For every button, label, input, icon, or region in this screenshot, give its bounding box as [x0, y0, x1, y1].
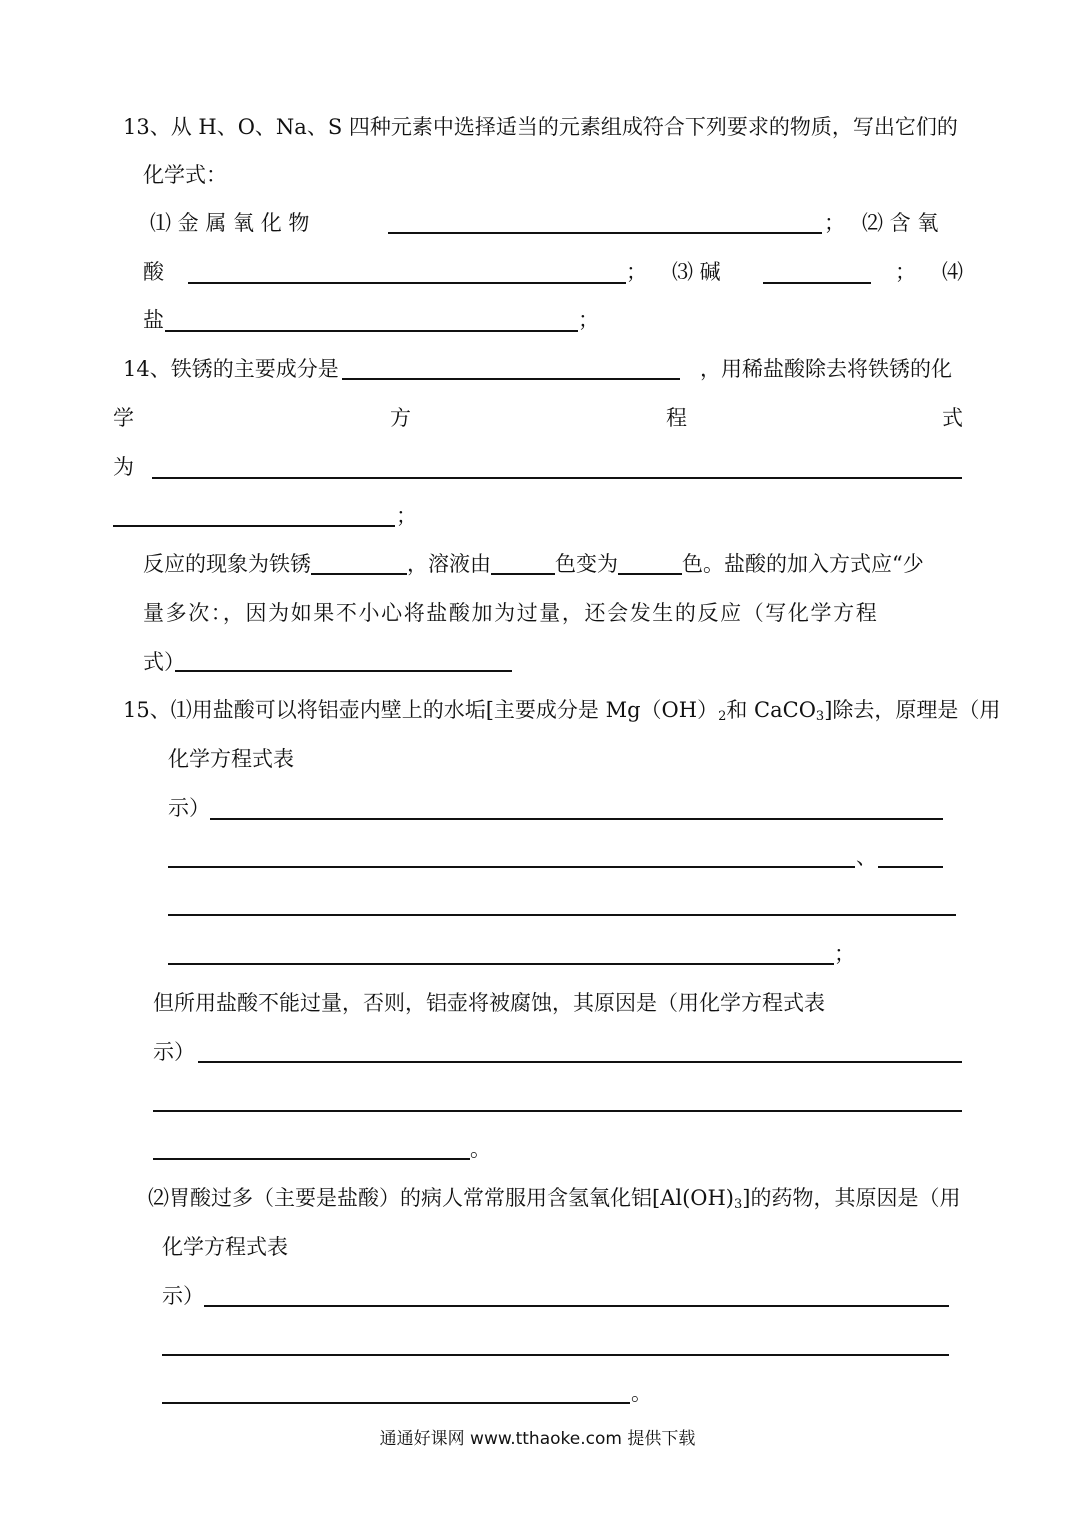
q13-semicolon: ；	[626, 260, 647, 284]
q14-p2d: 色。盐酸的加入方式应“少	[682, 552, 924, 576]
q14-line1-start: 14、铁锈的主要成分是	[123, 357, 339, 381]
answer-blank[interactable]	[388, 232, 822, 234]
answer-blank[interactable]	[168, 963, 834, 965]
q13-line2: 化学式：	[143, 163, 227, 187]
q14-spread-char: 式	[942, 406, 963, 430]
answer-blank[interactable]	[210, 818, 943, 820]
answer-blank[interactable]	[153, 1110, 962, 1112]
q15-shi3: 示）	[162, 1284, 204, 1308]
q15-p2: 但所用盐酸不能过量，否则，铝壶将被腐蚀，其原因是（用化学方程式表	[153, 991, 825, 1015]
q14-spread-char: 程	[666, 406, 687, 430]
q14-p2c: 色变为	[555, 552, 618, 576]
answer-blank[interactable]	[618, 551, 682, 575]
q13-semicolon: ；	[824, 211, 845, 235]
answer-blank[interactable]	[342, 378, 680, 380]
q15-dun: 、	[856, 845, 877, 869]
q14-p2b: ，溶液由	[407, 552, 491, 576]
q13-item4-label: ⑷	[942, 260, 963, 284]
answer-blank[interactable]	[113, 525, 395, 527]
q15-q2line2: 化学方程式表	[162, 1235, 288, 1259]
page-footer: 通通好课网 www.tthaoke.com 提供下载	[379, 1429, 696, 1449]
q15-line1a: 15、⑴用盐酸可以将铝壶内壁上的水垢[主要成分是 Mg（OH）	[123, 698, 719, 722]
answer-blank[interactable]	[491, 551, 555, 575]
q14-phenomenon-line	[143, 549, 924, 579]
answer-blank[interactable]	[763, 282, 871, 284]
q14-p4: 式）	[143, 650, 185, 674]
q13-item3-label: ⑶ 碱	[672, 260, 721, 284]
answer-blank[interactable]	[168, 866, 855, 868]
answer-blank[interactable]	[162, 1354, 949, 1356]
answer-blank[interactable]	[162, 1402, 630, 1404]
q15-semicolon: ；	[834, 942, 855, 966]
q13-semicolon: ；	[895, 260, 916, 284]
answer-blank[interactable]	[152, 477, 962, 479]
q15-shi2: 示）	[153, 1040, 195, 1064]
answer-blank[interactable]	[311, 551, 407, 575]
q15-period: 。	[470, 1137, 491, 1161]
q13-semicolon: ；	[578, 308, 599, 332]
q15-line1c: ]除去，原理是（用	[824, 698, 1001, 722]
q14-spread-char: 方	[390, 406, 411, 430]
q15-part2-line1	[148, 1183, 960, 1213]
answer-blank[interactable]	[878, 866, 943, 868]
q13-line1: 13、从 H、O、Na、S 四种元素中选择适当的元素组成符合下列要求的物质，写出它们的	[123, 115, 958, 139]
q14-p2a: 反应的现象为铁锈	[143, 552, 311, 576]
q15-q2a: ⑵胃酸过多（主要是盐酸）的病人常常服用含氢氧化铝[Al(OH)	[148, 1186, 734, 1210]
q14-p3: 量多次：，因为如果不小心将盐酸加为过量，还会发生的反应（写化学方程	[143, 601, 879, 625]
q14-wei: 为	[113, 455, 134, 479]
subscript: 2	[718, 709, 727, 724]
q15-line1	[123, 695, 1000, 725]
q14-spread-char: 学	[113, 406, 134, 430]
q14-line1-end: ，用稀盐酸除去将铁锈的化	[700, 357, 952, 381]
subscript: 3	[815, 709, 825, 724]
answer-blank[interactable]	[153, 1158, 470, 1160]
answer-blank[interactable]	[198, 1061, 962, 1063]
q13-item4-label-cont: 盐	[143, 308, 164, 332]
answer-blank[interactable]	[204, 1305, 949, 1307]
subscript: 3	[734, 1197, 743, 1212]
q13-item1-label: ⑴ 金 属 氧 化 物	[150, 211, 310, 235]
q13-item2-label: ⑵ 含 氧	[862, 211, 939, 235]
answer-blank[interactable]	[175, 670, 512, 672]
q15-line1b: 和 CaCO	[726, 698, 816, 722]
q15-shi: 示）	[168, 796, 210, 820]
answer-blank[interactable]	[168, 914, 956, 916]
q15-line2: 化学方程式表	[168, 747, 294, 771]
answer-blank[interactable]	[165, 330, 578, 332]
answer-blank[interactable]	[188, 282, 626, 284]
q15-period2: 。	[631, 1381, 652, 1405]
q13-item2-label-cont: 酸	[143, 260, 164, 284]
q14-semicolon: ；	[396, 504, 417, 528]
q15-q2b: ]的药物，其原因是（用	[742, 1186, 961, 1210]
